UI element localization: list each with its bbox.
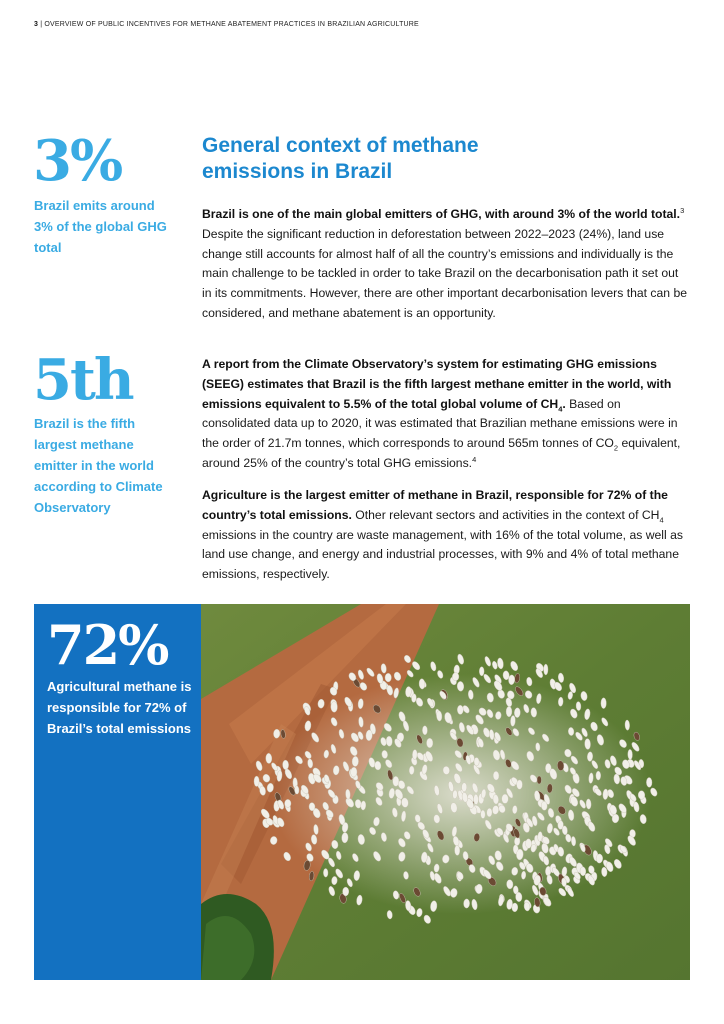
p2-body-a: Based on consolidated data up to 2020, it was estimated that Brazilian methane emissions were in the order of 21.7m tonnes, which corresponds to around 565m tonnes of CO bbox=[202, 396, 678, 451]
p1-footnote-ref: 3 bbox=[680, 205, 685, 215]
section-heading: General context of methane emissions in Brazil bbox=[202, 134, 479, 183]
header-title: OVERVIEW OF PUBLIC INCENTIVES FOR METHANE ABATEMENT PRACTICES IN BRAZILIAN AGRICULTURE bbox=[44, 21, 419, 28]
p2-footnote-ref: 4 bbox=[472, 454, 477, 464]
p1-lead: Brazil is one of the main global emitters of GHG, with around 3% of the world total. bbox=[202, 207, 681, 221]
p3-body-b: emissions in the country are waste management, with 16% of the total volume, as well as land use change, and energy and industrial processes, with 9% and 4% of total methane emissions, respectively. bbox=[202, 527, 683, 582]
p2-lead-text: A report from the Climate Observatory’s system for estimating GHG emissions (SEEG) estimates that Brazil is the fifth largest methane emitter in the world, with emissions equivalent to 5.5% of the total global volume of CH bbox=[202, 357, 672, 411]
paragraph-1 bbox=[202, 205, 690, 324]
stat-3-percent-caption: Brazil emits around 3% of the global GHG total bbox=[34, 198, 167, 255]
p2-body-b: equivalent, around 25% of the country’s total GHG emissions. bbox=[202, 436, 681, 470]
stat-5th: 5th bbox=[33, 347, 133, 413]
p2-lead-end: . bbox=[562, 396, 566, 411]
paragraph-3 bbox=[202, 486, 690, 585]
page-number: 3 bbox=[34, 21, 39, 28]
cattle-herd-aerial-photo bbox=[201, 604, 690, 980]
p3-body-sub: 4 bbox=[659, 515, 664, 525]
stat-3-percent: 3% bbox=[33, 128, 122, 194]
p3-body-a: Other relevant sectors and activities in the context of CH bbox=[351, 507, 660, 522]
p1-body: Despite the significant reduction in deforestation between 2022–2023 (24%), land use change still accounts for almost half of all the country’s emissions and individually is the main challenge to be tackled in order to take Brazil on the decarbonisation path it set out in its commitments. However, there are other important decarbonisation levers that can be considered, and methane abatement is an opportunity. bbox=[202, 226, 688, 320]
p3-lead: Agriculture is the largest emitter of methane in Brazil, responsible for 72% of the country’s total emissions. bbox=[202, 488, 668, 522]
p2-lead-sub: 4 bbox=[558, 404, 563, 414]
p2-body-sub: 2 bbox=[613, 443, 619, 453]
paragraph-2 bbox=[202, 355, 690, 474]
stat-5th-caption: Brazil is the fifth largest methane emitter in the world according to Climate Observatory bbox=[34, 416, 163, 515]
stat-72-percent-caption: Agricultural methane is responsible for 72% of Brazil’s total emissions bbox=[47, 679, 192, 736]
stat-72-percent: 72% bbox=[47, 613, 168, 677]
running-header bbox=[34, 21, 419, 28]
header-separator: | bbox=[38, 21, 45, 28]
stat-panel-72-percent bbox=[34, 604, 201, 980]
